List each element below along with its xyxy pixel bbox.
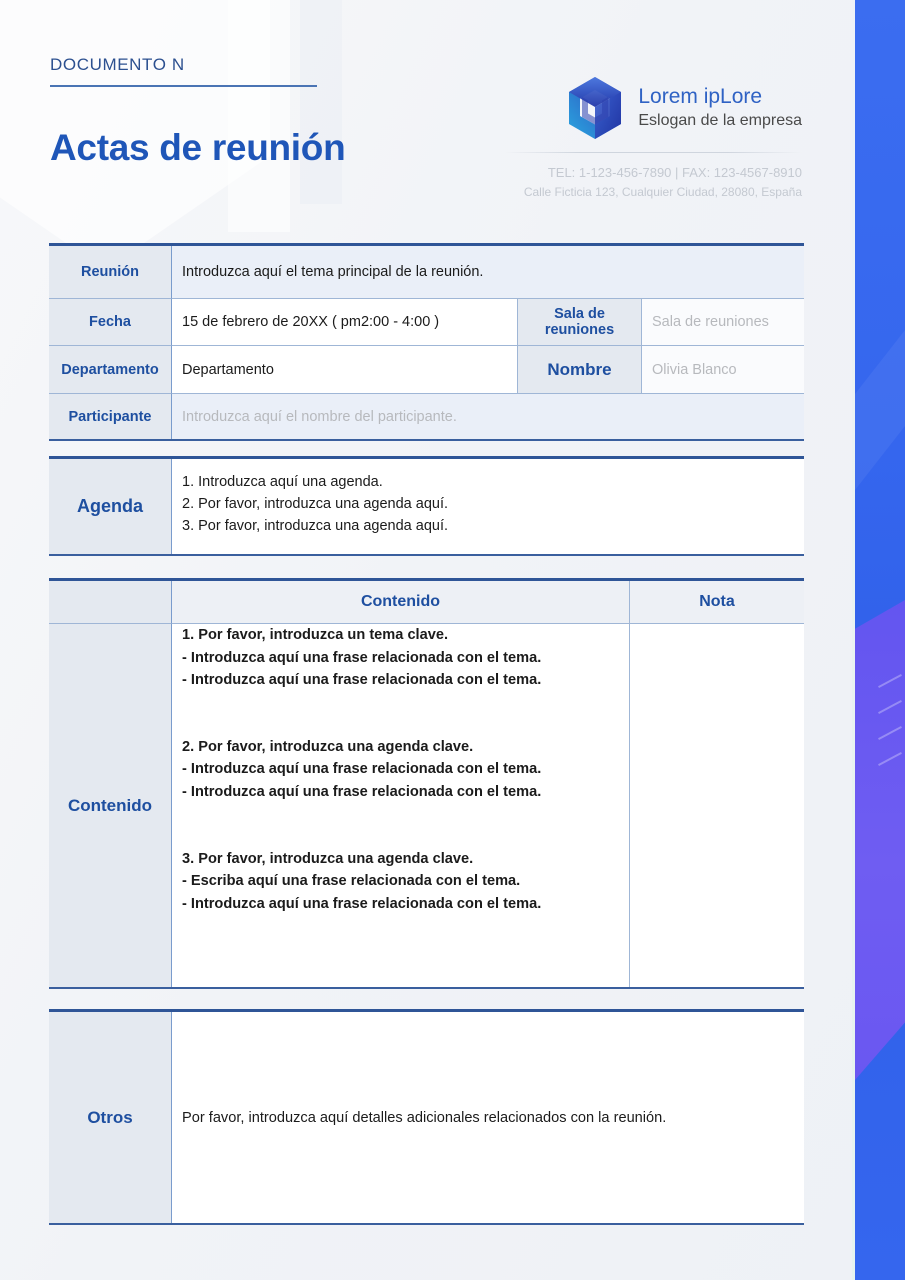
contact-phone-fax: TEL: 1-123-456-7890 | FAX: 123-4567-8910 — [547, 165, 802, 180]
table-row-participant — [49, 394, 804, 439]
room-label: Sala de reuniones — [517, 299, 642, 346]
content-table — [49, 578, 804, 989]
content-block-heading: 2. Por favor, introduzca una agenda clave. — [182, 738, 474, 755]
agenda-label: Agenda — [49, 459, 172, 554]
other-table — [49, 1009, 804, 1225]
content-block-line: - Introduzca aquí una frase relacionada con el tema. — [182, 649, 542, 666]
content-corner-cell — [49, 581, 172, 624]
content-value[interactable] — [172, 624, 629, 987]
department-label: Departamento — [49, 346, 172, 394]
content-block — [182, 624, 619, 692]
content-block — [182, 736, 619, 804]
document-number: DOCUMENTO N — [50, 55, 185, 74]
content-block-heading: 1. Por favor, introduzca un tema clave. — [182, 627, 449, 643]
table-row-meeting — [49, 246, 804, 299]
company-brand-block — [566, 76, 802, 140]
page-title: Actas de reunión — [50, 127, 346, 168]
document-number-underline — [50, 85, 317, 87]
participant-label: Participante — [49, 394, 172, 439]
content-block-line: - Introduzca aquí una frase relacionada con el tema. — [182, 784, 542, 801]
content-table-header-row — [49, 581, 804, 624]
content-block-line: - Introduzca aquí una frase relacionada con el tema. — [182, 895, 542, 912]
document-number-block — [50, 55, 320, 87]
content-row-label: Contenido — [49, 624, 172, 987]
meeting-label: Reunión — [49, 246, 172, 299]
content-block-line: - Introduzca aquí una frase relacionada con el tema. — [182, 672, 542, 689]
table-row-department-name — [49, 346, 804, 394]
company-contact-block — [505, 163, 802, 201]
department-value[interactable]: Departamento — [172, 346, 517, 394]
content-block-line: - Introduzca aquí una frase relacionada con el tema. — [182, 761, 542, 778]
agenda-item: 2. Por favor, introduzca una agenda aquí. — [182, 496, 449, 513]
table-row-date-room — [49, 299, 804, 346]
name-label: Nombre — [517, 346, 642, 394]
content-block-heading: 3. Por favor, introduzca una agenda clave. — [182, 850, 474, 867]
brand-name: Lorem ipLore — [638, 85, 763, 109]
brand-text-block — [638, 84, 802, 131]
participant-value[interactable]: Introduzca aquí el nombre del participante. — [172, 394, 804, 439]
table-row-other — [49, 1012, 804, 1223]
brand-slogan: Eslogan de la empresa — [638, 111, 802, 129]
agenda-value[interactable] — [172, 459, 804, 554]
note-value[interactable] — [629, 624, 804, 987]
room-value[interactable]: Sala de reuniones — [642, 299, 804, 346]
brand-separator — [505, 152, 802, 153]
table-row-agenda — [49, 459, 804, 554]
column-header-nota: Nota — [629, 581, 804, 624]
column-header-contenido: Contenido — [172, 581, 629, 624]
agenda-item: 1. Introduzca aquí una agenda. — [182, 474, 383, 490]
other-value[interactable]: Por favor, introduzca aquí detalles adicionales relacionados con la reunión. — [172, 1012, 804, 1223]
agenda-table — [49, 456, 804, 556]
content-block-line: - Escriba aquí una frase relacionada con el tema. — [182, 873, 521, 890]
content-block — [182, 848, 619, 916]
date-value[interactable]: 15 de febrero de 20XX ( pm2:00 - 4:00 ) — [172, 299, 517, 346]
table-row-content — [49, 624, 804, 987]
name-value[interactable]: Olivia Blanco — [642, 346, 804, 394]
hexagon-cube-logo-icon — [566, 76, 624, 140]
meeting-value[interactable]: Introduzca aquí el tema principal de la reunión. — [172, 246, 804, 299]
other-label: Otros — [49, 1012, 172, 1223]
date-label: Fecha — [49, 299, 172, 346]
contact-address: Calle Ficticia 123, Cualquier Ciudad, 28080, España — [523, 184, 802, 199]
meeting-info-table — [49, 243, 804, 441]
agenda-item: 3. Por favor, introduzca una agenda aquí. — [182, 518, 449, 535]
